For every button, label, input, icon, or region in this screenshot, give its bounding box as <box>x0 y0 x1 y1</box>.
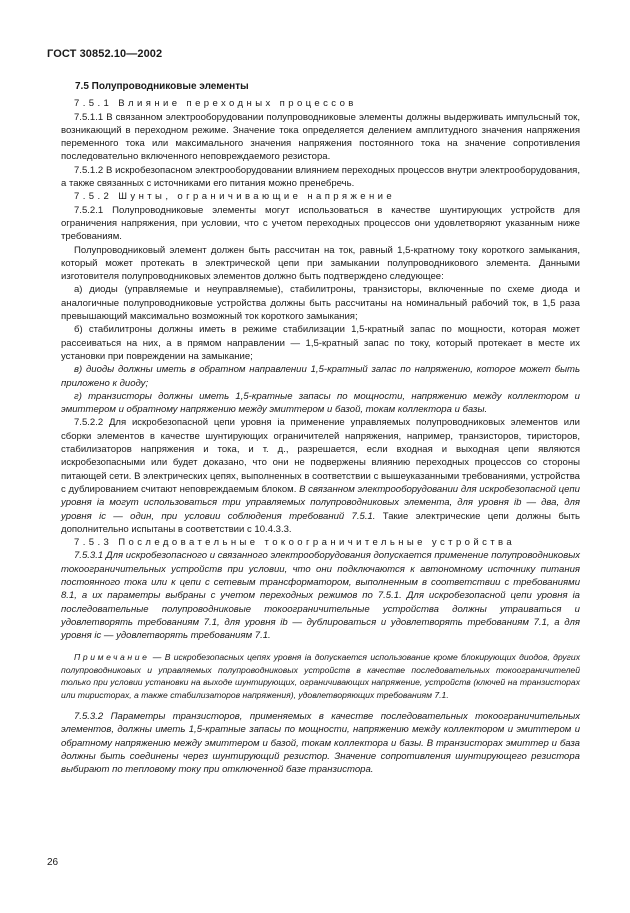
paragraph-7-5-3-1: 7.5.3.1 Для искробезопасного и связанного электрооборудования допускается применение полупроводниковых токоограничительных устройств при условии, что они подключаются к автономному источнику питания постоянного тока или к цепи с сетевым трансформатором, выполненным в соответствии с требованиями 8.1, а их параметры выбраны с учетом переходных режимов по 7.5.1. Для искробезопасной цепи уровня ia последовательные полупроводниковые токоограничительные устройства должны утраиваться и удовлетворять требованиям 7.1, для уровня ib — дублироваться и удовлетворять требованиям 7.1, а для уровня ic — удовлетворять требованиям 7.1. <box>61 550 580 642</box>
list-item-b: б) стабилитроны должны иметь в режиме стабилизации 1,5-кратный запас по мощности, которая может рассеиваться на них, а в прямом направлении — 1,5-кратный запас по току, который протекает в месте их установки при повреждении на замыкание; <box>61 324 580 362</box>
note-label: Примечание <box>74 652 150 663</box>
note-text: — В искробезопасных цепях уровня ia допускается использование кроме блокирующих диодов, других полупроводниковых и управляемых полупроводниковых устройств в качестве последовательных токоограничителей только при условии установки на выходе шунтирующих, ограничивающих напряжение, устройств (ключей на транзисторах или тиристорах, а также стабилизаторов напряжения), удовлетворяющих требованиям 7.1. <box>61 652 580 700</box>
paragraph-7-5-1-2: 7.5.1.2 В искробезопасном электрооборудовании влиянием переходных процессов внутри электрооборудования, а также связанных с источниками его питания можно пренебречь. <box>61 164 580 190</box>
subsection-7-5-3-heading: 7.5.3 Последовательные токоограничительные устройства <box>74 537 516 549</box>
paragraph-7-5-3-2: 7.5.3.2 Параметры транзисторов, применяемых в качестве последовательных токоограничительных элементов, должны иметь 1,5-кратные запасы по мощности, напряжению между коллектором и эмиттером и обратному напряжению между эмиттером и базой, токам коллектора и базы. В транзисторах эмиттер и база должны быть соединены через шунтирующий резистор. Значение сопротивления шунтирующего резистора выбирают по тепловому току при отключенной базе транзистора. <box>61 711 580 776</box>
paragraph-element-rating: Полупроводниковый элемент должен быть рассчитан на ток, равный 1,5-кратному току короткого замыкания, который может протекать в электрической цепи при замыкании полупроводникового элемента. Данными изготовителя полупроводниковых элементов должно быть подтверждено следующее: <box>61 244 580 283</box>
standard-header: ГОСТ 30852.10—2002 <box>47 48 163 60</box>
paragraph-7-5-2-2-part-c: Такие электрические цепи должны быть дополнительно испытаны в соответствии с 10.4.3.3. <box>61 510 581 535</box>
page-number: 26 <box>47 857 59 868</box>
section-7-5-content <box>61 80 580 777</box>
list-item-a: а) диоды (управляемые и неуправляемые), стабилитроны, транзисторы, включенные по схеме диода и аналогичные полупроводниковые устройства должны быть рассчитаны на номинальный рабочий ток, в 1,5 раза превышающий максимально возможный ток короткого замыкания; <box>61 284 580 323</box>
paragraph-7-5-2-1: 7.5.2.1 Полупроводниковые элементы могут использоваться в качестве шунтирующих устройств для ограничения напряжения, при условии, что с учетом переходных процессов они удовлетворяют указанным ниже требованиям. <box>61 204 580 243</box>
subsection-7-5-2-heading: 7.5.2 Шунты, ограничивающие напряжение <box>74 191 396 203</box>
paragraph-7-5-2-2-part-b: В связанном электрооборудовании для искробезопасной цепи уровня ia могут использоваться три управляемых полупроводниковых элемента, для уровня ib — два, для уровня ic — один, при условии соблюдения требований 7.5.1. <box>61 483 580 522</box>
list-item-v: в) диоды должны иметь в обратном направлении 1,5-кратный запас по напряжению, которое может быть приложено к диоду; <box>61 364 580 389</box>
paragraph-7-5-2-2 <box>61 416 580 536</box>
paragraph-7-5-2-2-part-a: 7.5.2.2 Для искробезопасной цепи уровня ia применение управляемых полупроводниковых элементов или сборки элементов в качестве шунтирующих ограничителей напряжения, например, транзисторов, тиристоров, стабилизаторов напряжения и тока, и т. д., разрешается, если входная и выходная цепи являются искробезопасными или будет доказано, что они не подвержены влиянию переходных процессов со стороны питающей сети. В электрических цепях, выполненных в соответствии с вышеуказанными требованиями, устройства с дублированием считают неповреждаемым блоком. <box>61 417 580 495</box>
section-title: 7.5 Полупроводниковые элементы <box>75 81 249 92</box>
note <box>61 651 580 701</box>
subsection-7-5-1-heading: 7.5.1 Влияние переходных процессов <box>74 98 357 110</box>
list-item-g: г) транзисторы должны иметь 1,5-кратные запасы по мощности, напряжению между коллектором и эмиттером и обратному напряжению между эмиттером и базой, токам коллектора и базы. <box>61 390 580 416</box>
paragraph-7-5-1-1: 7.5.1.1 В связанном электрооборудовании полупроводниковые элементы должны выдерживать импульсный ток, возникающий в переходном режиме. Значение тока определяется делением амплитудного значения напряжения переменного тока или максимального значения напряжения постоянного тока на значение сопротивления последовательно включенного неповреждаемого резистора. <box>61 111 580 163</box>
